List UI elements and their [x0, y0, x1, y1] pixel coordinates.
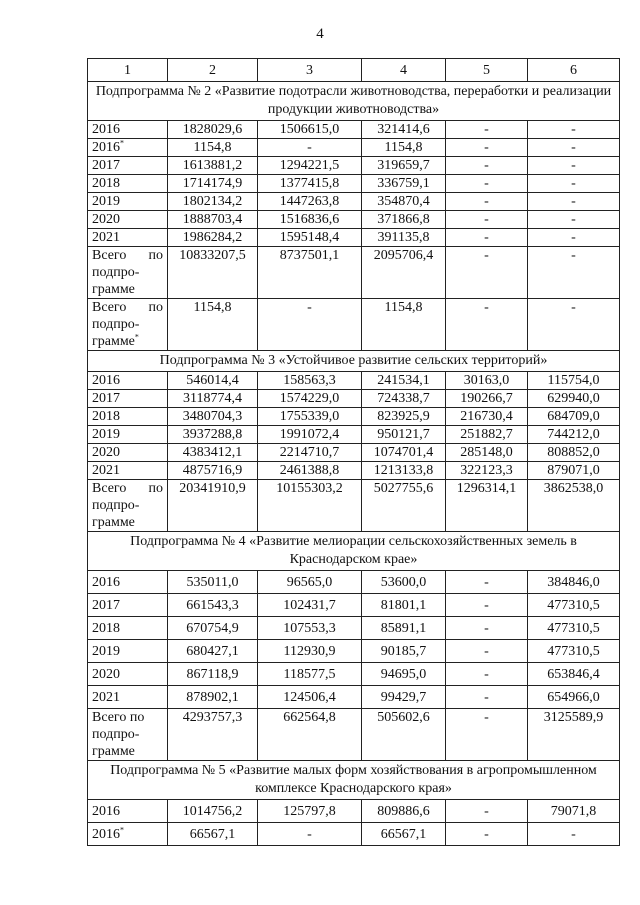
- header-cell: 6: [528, 59, 620, 82]
- value-cell: 81801,1: [362, 594, 446, 617]
- year-cell: [88, 157, 168, 175]
- value-cell: 1506615,0: [258, 121, 362, 139]
- total-label-word: грамме: [92, 282, 135, 297]
- value-cell: 1294221,5: [258, 157, 362, 175]
- value-cell: -: [446, 139, 528, 157]
- subprogram-title: Подпрограмма № 2 «Развитие подотрасли животноводства, переработки и реализации продукции животноводства»: [88, 82, 620, 121]
- value-cell: 285148,0: [446, 444, 528, 462]
- year-cell: [88, 462, 168, 480]
- year-cell: [88, 175, 168, 193]
- total-value-cell: 2095706,4: [362, 247, 446, 299]
- year-label: 2018: [92, 409, 120, 424]
- value-cell: -: [446, 617, 528, 640]
- table-row: [88, 426, 620, 444]
- value-cell: 190266,7: [446, 390, 528, 408]
- value-cell: -: [528, 175, 620, 193]
- total-value-cell: 1154,8: [362, 299, 446, 351]
- table-row: [88, 686, 620, 709]
- value-cell: 241534,1: [362, 372, 446, 390]
- value-cell: 118577,5: [258, 663, 362, 686]
- value-cell: 1828029,6: [168, 121, 258, 139]
- total-label-line: подпро-: [92, 265, 140, 280]
- value-cell: 1377415,8: [258, 175, 362, 193]
- value-cell: -: [446, 663, 528, 686]
- value-cell: 950121,7: [362, 426, 446, 444]
- subprogram-title-row: [88, 761, 620, 800]
- header-cell: 2: [168, 59, 258, 82]
- value-cell: 546014,4: [168, 372, 258, 390]
- value-cell: -: [446, 211, 528, 229]
- value-cell: 1888703,4: [168, 211, 258, 229]
- total-label-line: подпро-: [92, 727, 140, 742]
- value-cell: 2461388,8: [258, 462, 362, 480]
- subprogram-title: Подпрограмма № 3 «Устойчивое развитие сельских территорий»: [88, 351, 620, 372]
- table-row: [88, 175, 620, 193]
- table-row: [88, 594, 620, 617]
- year-label: 2020: [92, 666, 120, 682]
- value-cell: 3937288,8: [168, 426, 258, 444]
- total-label-line: [92, 480, 163, 497]
- value-cell: 1516836,6: [258, 211, 362, 229]
- value-cell: 336759,1: [362, 175, 446, 193]
- total-label-word: по: [148, 481, 163, 496]
- total-value-cell: -: [528, 247, 620, 299]
- year-label: 2019: [92, 427, 120, 442]
- value-cell: -: [528, 229, 620, 247]
- year-label: 2021: [92, 463, 120, 478]
- budget-table: [87, 58, 620, 846]
- total-value-cell: 3862538,0: [528, 480, 620, 532]
- total-value-cell: 5027755,6: [362, 480, 446, 532]
- total-value-cell: -: [446, 709, 528, 761]
- year-cell: [88, 408, 168, 426]
- value-cell: 867118,9: [168, 663, 258, 686]
- table-row: [88, 800, 620, 823]
- value-cell: -: [446, 640, 528, 663]
- year-label: 2021: [92, 689, 120, 705]
- year-cell: [88, 823, 168, 846]
- value-cell: 321414,6: [362, 121, 446, 139]
- table-row: [88, 444, 620, 462]
- value-cell: -: [446, 594, 528, 617]
- total-label-word: грамме: [92, 515, 135, 530]
- table-row: [88, 193, 620, 211]
- year-cell: [88, 121, 168, 139]
- table-row: [88, 211, 620, 229]
- table-row: [88, 571, 620, 594]
- total-label-word: грамме: [92, 334, 135, 349]
- year-cell: [88, 139, 168, 157]
- value-cell: 1714174,9: [168, 175, 258, 193]
- value-cell: -: [528, 139, 620, 157]
- value-cell: 3118774,4: [168, 390, 258, 408]
- year-label: 2016: [92, 373, 120, 388]
- total-label-word: Всего по: [92, 710, 145, 725]
- subprogram-title-row: [88, 532, 620, 571]
- total-row: [88, 480, 620, 532]
- total-value-cell: 8737501,1: [258, 247, 362, 299]
- subprogram-title-row: [88, 82, 620, 121]
- value-cell: 1154,8: [168, 139, 258, 157]
- total-value-cell: -: [258, 299, 362, 351]
- value-cell: 1447263,8: [258, 193, 362, 211]
- table-row: [88, 121, 620, 139]
- value-cell: -: [446, 157, 528, 175]
- table-row: [88, 640, 620, 663]
- value-cell: 102431,7: [258, 594, 362, 617]
- table-row: [88, 617, 620, 640]
- year-label: 2016: [92, 826, 120, 842]
- table-body: [88, 59, 620, 846]
- value-cell: 661543,3: [168, 594, 258, 617]
- value-cell: 2214710,7: [258, 444, 362, 462]
- total-label-line: [92, 333, 163, 350]
- year-cell: [88, 640, 168, 663]
- value-cell: 629940,0: [528, 390, 620, 408]
- value-cell: -: [446, 800, 528, 823]
- value-cell: 158563,3: [258, 372, 362, 390]
- footnote-mark: *: [134, 332, 139, 342]
- year-label: 2017: [92, 597, 120, 613]
- value-cell: 30163,0: [446, 372, 528, 390]
- table-row: [88, 372, 620, 390]
- table-row: [88, 408, 620, 426]
- value-cell: 371866,8: [362, 211, 446, 229]
- header-cell: 4: [362, 59, 446, 82]
- year-label: 2017: [92, 158, 120, 173]
- value-cell: 216730,4: [446, 408, 528, 426]
- total-label-word: по: [148, 300, 163, 315]
- total-label-word: по: [148, 248, 163, 263]
- value-cell: 319659,7: [362, 157, 446, 175]
- footnote-mark: *: [120, 824, 124, 834]
- value-cell: 94695,0: [362, 663, 446, 686]
- value-cell: 125797,8: [258, 800, 362, 823]
- value-cell: 107553,3: [258, 617, 362, 640]
- value-cell: 322123,3: [446, 462, 528, 480]
- value-cell: 124506,4: [258, 686, 362, 709]
- value-cell: 4875716,9: [168, 462, 258, 480]
- value-cell: 391135,8: [362, 229, 446, 247]
- year-cell: [88, 571, 168, 594]
- year-label: 2021: [92, 230, 120, 245]
- value-cell: 1802134,2: [168, 193, 258, 211]
- value-cell: 477310,5: [528, 640, 620, 663]
- value-cell: -: [446, 121, 528, 139]
- value-cell: 1613881,2: [168, 157, 258, 175]
- total-value-cell: -: [446, 247, 528, 299]
- year-label: 2020: [92, 445, 120, 460]
- total-label-line: [92, 281, 163, 298]
- value-cell: -: [446, 193, 528, 211]
- year-label: 2016: [92, 122, 120, 137]
- value-cell: 654966,0: [528, 686, 620, 709]
- subprogram-title: Подпрограмма № 4 «Развитие мелиорации сельскохозяйственных земель в Краснодарском крае»: [88, 532, 620, 571]
- table-row: [88, 390, 620, 408]
- value-cell: 99429,7: [362, 686, 446, 709]
- value-cell: 1991072,4: [258, 426, 362, 444]
- header-cell: 5: [446, 59, 528, 82]
- total-label-line: [92, 709, 163, 726]
- total-value-cell: 1154,8: [168, 299, 258, 351]
- value-cell: 115754,0: [528, 372, 620, 390]
- value-cell: 53600,0: [362, 571, 446, 594]
- total-value-cell: -: [446, 299, 528, 351]
- total-value-cell: 662564,8: [258, 709, 362, 761]
- value-cell: 477310,5: [528, 617, 620, 640]
- total-label-cell: [88, 299, 168, 351]
- value-cell: 680427,1: [168, 640, 258, 663]
- footnote-mark: *: [120, 138, 124, 148]
- value-cell: -: [446, 229, 528, 247]
- year-label: 2019: [92, 194, 120, 209]
- total-label-cell: [88, 480, 168, 532]
- value-cell: 744212,0: [528, 426, 620, 444]
- total-label-cell: [88, 709, 168, 761]
- subprogram-title: Подпрограмма № 5 «Развитие малых форм хозяйствования в агропромышленном комплексе Краснодарского края»: [88, 761, 620, 800]
- total-label-line: [92, 247, 163, 264]
- total-label-word: Всего: [92, 300, 127, 315]
- total-value-cell: 1296314,1: [446, 480, 528, 532]
- value-cell: 1014756,2: [168, 800, 258, 823]
- year-label: 2020: [92, 212, 120, 227]
- value-cell: -: [258, 139, 362, 157]
- value-cell: 4383412,1: [168, 444, 258, 462]
- total-label-line: [92, 299, 163, 316]
- table-row: [88, 157, 620, 175]
- value-cell: 670754,9: [168, 617, 258, 640]
- value-cell: -: [446, 686, 528, 709]
- total-label-word: грамме: [92, 744, 135, 759]
- year-cell: [88, 617, 168, 640]
- value-cell: 1755339,0: [258, 408, 362, 426]
- value-cell: -: [528, 193, 620, 211]
- value-cell: 96565,0: [258, 571, 362, 594]
- value-cell: 1986284,2: [168, 229, 258, 247]
- total-value-cell: 10155303,2: [258, 480, 362, 532]
- table-row: [88, 663, 620, 686]
- value-cell: 90185,7: [362, 640, 446, 663]
- value-cell: 354870,4: [362, 193, 446, 211]
- total-value-cell: 10833207,5: [168, 247, 258, 299]
- value-cell: 1074701,4: [362, 444, 446, 462]
- total-value-cell: 505602,6: [362, 709, 446, 761]
- value-cell: 879071,0: [528, 462, 620, 480]
- year-label: 2016: [92, 140, 120, 155]
- value-cell: 112930,9: [258, 640, 362, 663]
- table-row: [88, 229, 620, 247]
- value-cell: 384846,0: [528, 571, 620, 594]
- value-cell: 653846,4: [528, 663, 620, 686]
- value-cell: -: [446, 571, 528, 594]
- total-row: [88, 247, 620, 299]
- value-cell: 1574229,0: [258, 390, 362, 408]
- value-cell: -: [446, 175, 528, 193]
- table-row: [88, 462, 620, 480]
- total-label-word: Всего: [92, 481, 127, 496]
- value-cell: 85891,1: [362, 617, 446, 640]
- value-cell: 809886,6: [362, 800, 446, 823]
- year-cell: [88, 800, 168, 823]
- value-cell: -: [528, 157, 620, 175]
- year-label: 2016: [92, 803, 120, 819]
- year-cell: [88, 663, 168, 686]
- value-cell: -: [528, 121, 620, 139]
- value-cell: -: [446, 823, 528, 846]
- year-cell: [88, 390, 168, 408]
- total-label-word: Всего: [92, 248, 127, 263]
- value-cell: 535011,0: [168, 571, 258, 594]
- page-number: 4: [316, 26, 324, 42]
- total-value-cell: 4293757,3: [168, 709, 258, 761]
- year-cell: [88, 229, 168, 247]
- value-cell: 1595148,4: [258, 229, 362, 247]
- total-label-line: [92, 743, 163, 760]
- total-value-cell: 3125589,9: [528, 709, 620, 761]
- total-label-line: [92, 514, 163, 531]
- value-cell: 79071,8: [528, 800, 620, 823]
- value-cell: 823925,9: [362, 408, 446, 426]
- value-cell: 477310,5: [528, 594, 620, 617]
- year-cell: [88, 594, 168, 617]
- value-cell: 1154,8: [362, 139, 446, 157]
- value-cell: 66567,1: [362, 823, 446, 846]
- header-row: [88, 59, 620, 82]
- total-value-cell: -: [528, 299, 620, 351]
- year-cell: [88, 686, 168, 709]
- value-cell: 684709,0: [528, 408, 620, 426]
- value-cell: 3480704,3: [168, 408, 258, 426]
- year-label: 2018: [92, 620, 120, 636]
- total-row: [88, 299, 620, 351]
- total-label-cell: [88, 247, 168, 299]
- year-cell: [88, 193, 168, 211]
- value-cell: -: [528, 823, 620, 846]
- total-value-cell: 20341910,9: [168, 480, 258, 532]
- year-label: 2019: [92, 643, 120, 659]
- header-cell: 1: [88, 59, 168, 82]
- subprogram-title-row: [88, 351, 620, 372]
- year-cell: [88, 372, 168, 390]
- table-row: [88, 139, 620, 157]
- total-row: [88, 709, 620, 761]
- header-cell: 3: [258, 59, 362, 82]
- value-cell: 878902,1: [168, 686, 258, 709]
- value-cell: 1213133,8: [362, 462, 446, 480]
- value-cell: -: [528, 211, 620, 229]
- table-row: [88, 823, 620, 846]
- value-cell: 66567,1: [168, 823, 258, 846]
- value-cell: -: [258, 823, 362, 846]
- total-label-line: подпро-: [92, 498, 140, 513]
- value-cell: 724338,7: [362, 390, 446, 408]
- year-cell: [88, 211, 168, 229]
- year-label: 2016: [92, 574, 120, 590]
- year-cell: [88, 426, 168, 444]
- year-label: 2018: [92, 176, 120, 191]
- year-label: 2017: [92, 391, 120, 406]
- total-label-line: подпро-: [92, 317, 140, 332]
- value-cell: 808852,0: [528, 444, 620, 462]
- value-cell: 251882,7: [446, 426, 528, 444]
- year-cell: [88, 444, 168, 462]
